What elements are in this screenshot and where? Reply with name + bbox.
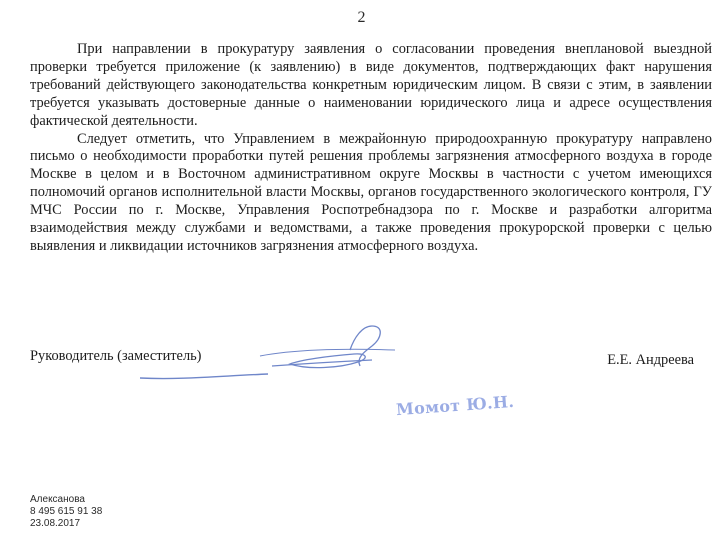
- page-number: 2: [357, 9, 366, 26]
- executor-phone: 8 495 615 91 38: [30, 505, 103, 517]
- document-date: 23.08.2017: [30, 517, 81, 529]
- letter-body: [30, 41, 712, 256]
- signer-name: Е.Е. Андреева: [607, 352, 694, 368]
- handwritten-signature: [140, 320, 400, 390]
- signer-title: Руководитель (заместитель): [30, 348, 202, 364]
- stamp: Момот Ю.Н.: [395, 391, 515, 420]
- executor-footer: [30, 494, 102, 529]
- paragraph-prosecutor-letter: Следует отметить, что Управлением в межрайонную природоохранную прокуратуру направлено письмо о необходимости проработки путей решения проблемы загрязнения атмосферного воздуха в городе Москве в целом и в Восточном административном округе Москвы в частности с учетом имеющихся полномочий органов исполнительной власти Москвы, органов государственного экологического контроля, ГУ МЧС России по г. Москве, Управления Роспотребнадзора по г. Москве и разработки алгоритма взаимодействия между службами и ведомствами, а также проведения прокурорской проверки с целью выявления и ликвидации источников загрязнения атмосферного воздуха.: [30, 130, 712, 254]
- paragraph-inspection-request: При направлении в прокуратуру заявления о согласовании проведения внеплановой выездной проверки требуется приложение (к заявлению) в виде документов, подтверждающих факт нарушения требований действующего законодательства конкретным юридическим лицом. В связи с этим, в заявлении требуется указывать достоверные данные о наименовании юридического лица и адресе осуществления фактической деятельности.: [30, 41, 712, 129]
- executor-name: Алексанова: [30, 494, 85, 505]
